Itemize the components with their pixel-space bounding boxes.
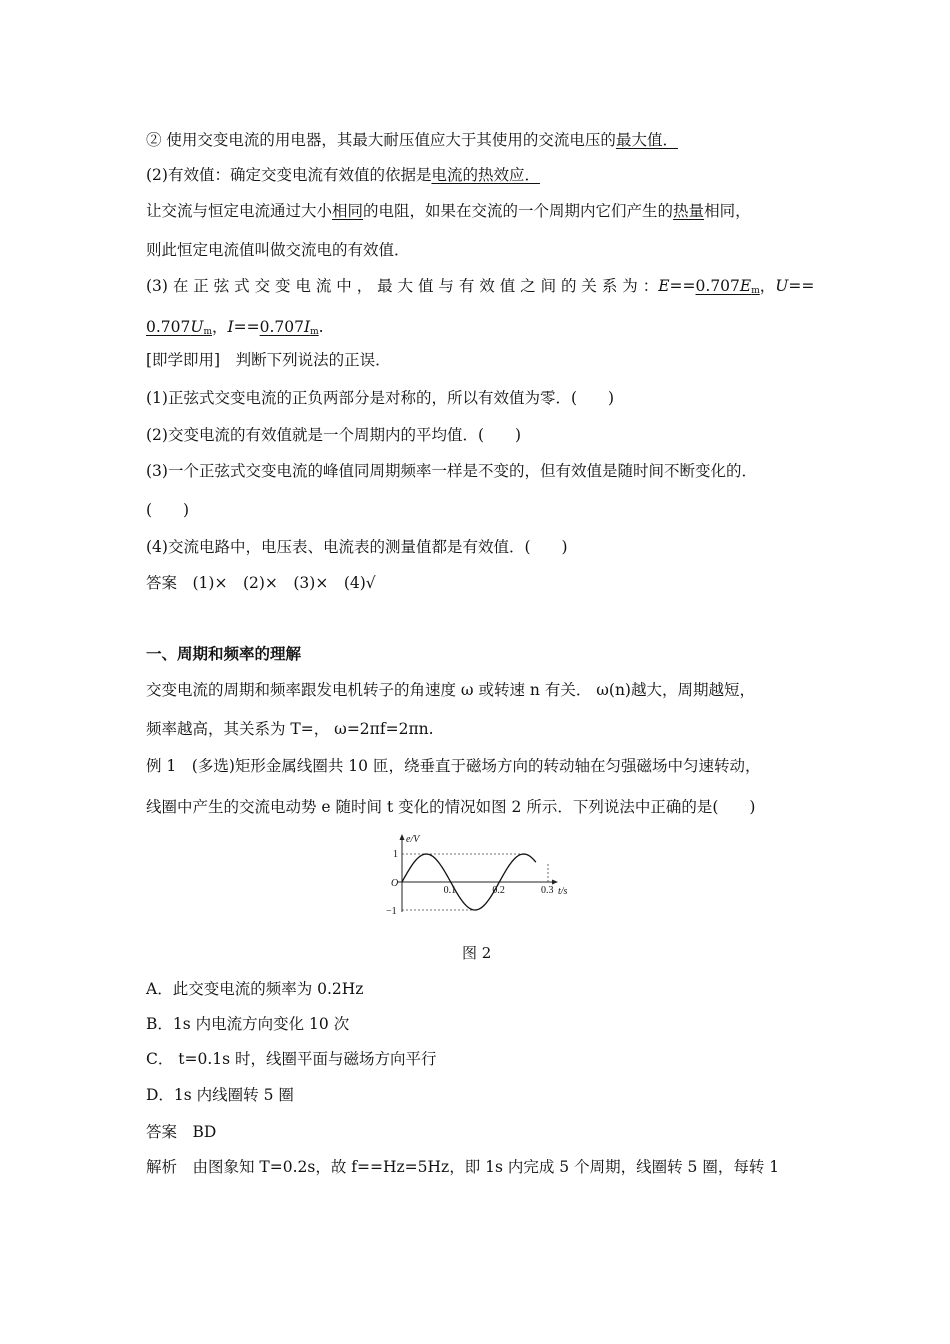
fill-answer: 电流的热效应． <box>431 166 540 184</box>
line-3 <box>146 201 751 221</box>
option-a: A．此交变电流的频率为 0.2Hz <box>146 980 364 998</box>
text: == <box>233 318 260 336</box>
x-tick-label: 0.1 <box>443 885 457 896</box>
line-17: 线圈中产生的交流电动势 e 随时间 t 变化的情况如图 2 所示．下列说法中正确的是( ) <box>146 798 756 816</box>
text: == <box>669 277 696 295</box>
figure-caption: 图 2 <box>462 944 492 962</box>
text: == <box>788 277 815 295</box>
text: (2)有效值：确定交变电流有效值的依据是 <box>146 166 432 184</box>
fill-answer: 0.707 <box>259 318 304 336</box>
line-6 <box>146 317 324 342</box>
section-heading: 一、周期和频率的理解 <box>146 644 302 663</box>
var: U <box>775 277 789 295</box>
chart-root <box>386 834 568 916</box>
x-tick-label: 0.3 <box>541 885 554 896</box>
text: ， <box>212 318 228 336</box>
x-axis-arrow <box>552 880 558 885</box>
line-15: 频率越高，其关系为 T=， ω=2πf=2πn. <box>146 720 434 738</box>
var: U <box>190 318 204 336</box>
var: I <box>227 318 234 336</box>
y-axis-arrow <box>400 834 405 840</box>
line-1 <box>146 130 678 150</box>
var: I <box>304 318 311 336</box>
option-b: B．1s 内电流方向变化 10 次 <box>146 1015 350 1033</box>
fill-answer: 相同 <box>332 202 364 220</box>
line-5 <box>146 276 814 301</box>
line-11: ( ) <box>146 501 190 519</box>
text: 让交流与恒定电流通过大小 <box>146 202 333 220</box>
text: . <box>318 318 324 336</box>
y-tick-label: −1 <box>386 906 397 916</box>
x-axis-label: t/s <box>558 886 568 897</box>
var: E <box>739 277 752 295</box>
line-14: 交变电流的周期和频率跟发电机转子的角速度 ω 或转速 n 有关． ω(n)越大，周期越短， <box>146 681 755 699</box>
explanation-line: 解析 由图象知 T=0.2s，故 f==Hz=5Hz，即 1s 内完成 5 个周期，线圈转 5 圈，每转 1 <box>146 1158 780 1176</box>
y-axis-label: e/V <box>406 834 420 845</box>
subscript: m <box>203 327 212 337</box>
text: ② 使用交变电流的用电器，其最大耐压值应大于其使用的交流电压的 <box>146 131 616 149</box>
line-10: (3)一个正弦式交变电流的峰值同周期频率一样是不变的，但有效值是随时间不断变化的． <box>146 462 757 480</box>
line-9: (2)交变电流的有效值就是一个周期内的平均值．( ) <box>146 426 522 444</box>
fill-answer: 最大值． <box>615 131 678 149</box>
line-8: (1)正弦式交变电流的正负两部分是对称的，所以有效值为零．( ) <box>146 389 615 407</box>
line-12: (4)交流电路中，电压表、电流表的测量值都是有效值．( ) <box>146 538 568 556</box>
origin-label: O <box>391 878 399 889</box>
line-4: 则此恒定电流值叫做交流电的有效值． <box>146 241 410 259</box>
text: 相同， <box>704 202 751 220</box>
x-tick-label: 0.2 <box>492 885 505 896</box>
subscript: m <box>751 286 760 296</box>
option-c: C． t=0.1s 时，线圈平面与磁场方向平行 <box>146 1050 437 1068</box>
text: ， <box>759 277 776 295</box>
text: 的电阻，如果在交流的一个周期内它们产生的 <box>363 202 674 220</box>
fill-answer: 0.707 <box>695 277 740 295</box>
sine-chart <box>380 830 570 916</box>
answer-line: 答案 BD <box>146 1123 217 1141</box>
option-d: D．1s 内线圈转 5 圈 <box>146 1086 294 1104</box>
fill-answer: 热量 <box>673 202 705 220</box>
line-13: 答案 (1)× (2)× (3)× (4)√ <box>146 574 376 592</box>
line-7: [即学即用] 判断下列说法的正误． <box>146 351 391 369</box>
line-2 <box>146 165 540 185</box>
var: E <box>658 277 670 295</box>
line-16: 例 1 (多选)矩形金属线圈共 10 匝，绕垂直于磁场方向的转动轴在匀强磁场中匀速转动， <box>146 757 761 775</box>
subscript: m <box>310 327 319 337</box>
text: (3) 在 正 弦 式 交 变 电 流 中 ， 最 大 值 与 有 效 值 之 间 的 关 系 为 ： <box>146 277 659 295</box>
fill-answer: 0.707 <box>146 318 191 336</box>
y-tick-label: 1 <box>393 849 398 860</box>
